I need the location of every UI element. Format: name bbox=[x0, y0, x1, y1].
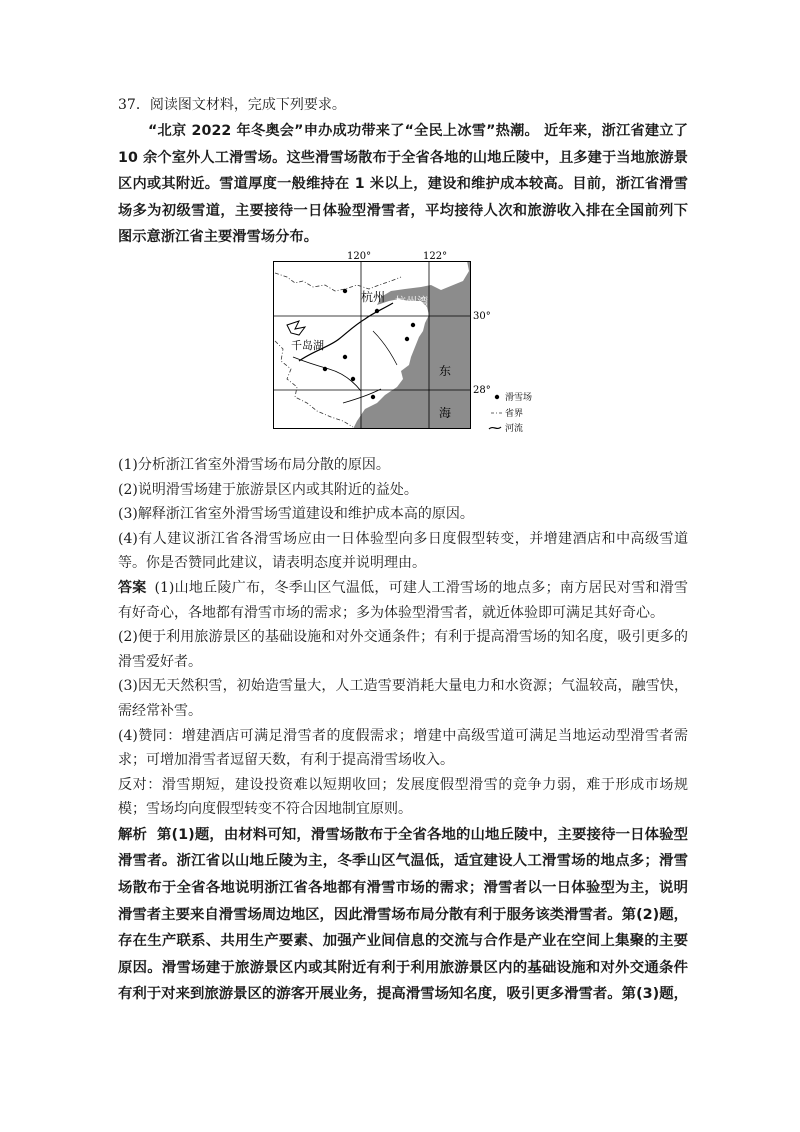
answer-4: (4)赞同：增建酒店可满足滑雪者的度假需求；增建中高级雪道可满足当地运动型滑雪者需求；可增加滑雪者逗留天数，有利于提高滑雪场收入。 bbox=[118, 727, 688, 769]
hangzhou-bay-label: 杭州湾 bbox=[395, 294, 428, 308]
ski-resort bbox=[411, 323, 415, 327]
qiandao-lake-shape bbox=[287, 321, 305, 335]
question-item-3: (3)解释浙江省室外滑雪场雪道建设和维护成本高的原因。 bbox=[118, 506, 474, 523]
answer-label: 答案 bbox=[118, 579, 147, 596]
east-sea-label-2: 海 bbox=[439, 405, 452, 420]
lat-30-label: 30° bbox=[473, 310, 491, 322]
answer-1 bbox=[118, 576, 688, 625]
east-sea-area bbox=[353, 261, 471, 429]
ski-resort bbox=[323, 367, 327, 371]
question-item-4: (4)有人建议浙江省各滑雪场应由一日体验型向多日度假型转变，并增建酒店和中高级雪道等。你是否赞同此建议，请表明态度并说明理由。 bbox=[118, 530, 688, 572]
question-items bbox=[118, 453, 688, 576]
map-legend bbox=[489, 391, 532, 434]
page-content bbox=[118, 92, 688, 1008]
lat-28-label: 28° bbox=[473, 384, 491, 396]
ski-resort bbox=[343, 289, 347, 293]
answer-4-oppose: 反对：滑雪期短，建设投资难以短期收回；发展度假型滑雪的竞争力弱，难于形成市场规模；雪场均向度假型转变不符合因地制宜原则。 bbox=[118, 776, 688, 818]
map-figure bbox=[273, 250, 553, 447]
ski-resort bbox=[371, 395, 375, 399]
answer-block bbox=[118, 576, 688, 822]
ski-resort bbox=[405, 337, 409, 341]
river-2 bbox=[293, 357, 361, 391]
answer-3: (3)因无天然积雪，初始造雪量大，人工造雪要消耗大量电力和水资源；气温较高，融雪快，需经常补雪。 bbox=[118, 678, 688, 719]
lon-122-label: 122° bbox=[423, 250, 448, 262]
ski-resort bbox=[375, 309, 379, 313]
qiandao-lake-label: 千岛湖 bbox=[291, 338, 324, 352]
ski-resort bbox=[343, 355, 347, 359]
legend-ski-icon bbox=[495, 395, 499, 399]
legend-ski: 滑雪场 bbox=[505, 392, 533, 403]
answer-1-text: (1)山地丘陵广布，冬季山区气温低，可建人工滑雪场的地点多；南方居民对雪和滑雪有好奇心，各地都有滑雪市场的需求；多为体验型滑雪者，就近体验即可满足其好奇心。 bbox=[118, 579, 688, 621]
river-3 bbox=[373, 331, 397, 365]
analysis-text: 第(1)题，由材料可知，滑雪场散布于全省各地的山地丘陵中，主要接待一日体验型滑雪者。浙江省以山地丘陵为主，冬季山区气温低，适宜建设人工滑雪场的地点多；滑雪场散布于全省各地说明浙江省各地都有滑雪市场的需求；滑雪者以一日体验型为主，说明滑雪者主要来自滑雪场周边地区，因此滑雪场布局分散有利于服务该类滑雪者。第(2)题，存在生产联系、共用生产要素、加强产业间信息的交流与合作是产业在空间上集聚的主要原因。滑雪场建于旅游景区内或其附近有利于利用旅游景区内的基础设施和对外交通条件有利于对来到旅游景区的游客开展业务，提高滑雪场知名度，吸引更多滑雪者。第(3)题， bbox=[118, 826, 689, 1003]
legend-border: 省界 bbox=[505, 408, 524, 419]
question-item-1: (1)分析浙江省室外滑雪场布局分散的原因。 bbox=[118, 456, 390, 473]
ski-resort bbox=[351, 377, 355, 381]
analysis-label: 解析 bbox=[118, 826, 148, 843]
legend-river: 河流 bbox=[505, 423, 524, 434]
zhejiang-ski-map bbox=[273, 250, 553, 447]
lon-120-label: 120° bbox=[347, 250, 372, 262]
question-title: 37．阅读图文材料，完成下列要求。 bbox=[118, 97, 346, 113]
hangzhou-label: 杭州 bbox=[361, 289, 386, 304]
answer-2: (2)便于利用旅游景区的基础设施和对外交通条件；有利于提高滑雪场的知名度，吸引更多的滑雪爱好者。 bbox=[118, 629, 688, 670]
river-4 bbox=[343, 389, 381, 403]
question-item-2: (2)说明滑雪场建于旅游景区内或其附近的益处。 bbox=[118, 481, 418, 498]
east-sea-label-1: 东 bbox=[439, 363, 452, 378]
legend-river-icon bbox=[489, 427, 501, 429]
question-material: “北京 2022 年冬奥会”申办成功带来了“全民上冰雪”热潮。 近年来，浙江省建立了 10 余个室外人工滑雪场。这些滑雪场散布于全省各地的山地丘陵中，且多建于当地旅游景区内或其附近。雪道厚度一般维持在 1 米以上，建设和维护成本较高。目前，浙江省滑雪场多为初级雪道，主要接待一日体验型滑雪者，平均接待人次和旅游收入排在全国前列下图示意浙江省主要滑雪场分布。 bbox=[118, 123, 688, 246]
analysis-block bbox=[118, 822, 688, 1008]
